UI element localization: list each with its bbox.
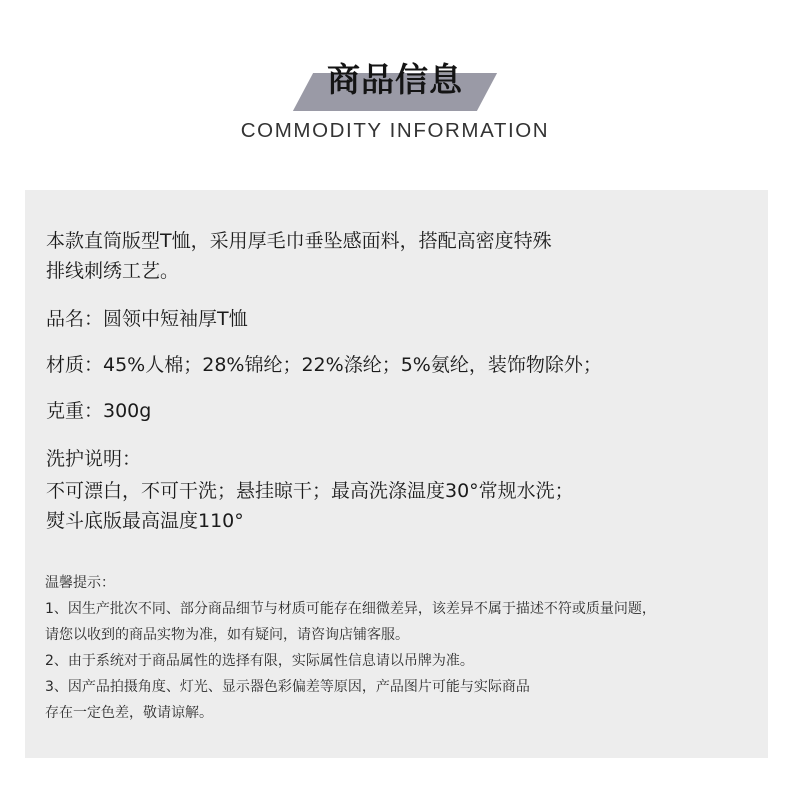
product-material: 材质：45%人棉；28%锦纶；22%涤纶；5%氨纶，装饰物除外；: [46, 354, 602, 376]
notice-heading: 温馨提示：: [45, 575, 115, 591]
product-name: 品名：圆领中短袖厚T恤: [46, 308, 248, 330]
care-instructions-line-2: 熨斗底版最高温度110°: [46, 510, 244, 532]
section-header: [0, 0, 790, 190]
description-line-2: 排线刺绣工艺。: [46, 260, 180, 282]
care-instructions-line-1: 不可漂白，不可干洗；悬挂晾干；最高洗涤温度30°常规水洗；: [46, 480, 574, 502]
notice-line-2: 请您以收到的商品实物为准，如有疑问，请咨询店铺客服。: [45, 627, 409, 643]
description-line-1: 本款直筒版型T恤，采用厚毛巾垂坠感面料，搭配高密度特殊: [46, 230, 552, 252]
section-title: 商品信息: [327, 60, 463, 99]
notice-line-3: 2、由于系统对于商品属性的选择有限，实际属性信息请以吊牌为准。: [45, 653, 474, 669]
section-subtitle: COMMODITY INFORMATION: [240, 119, 550, 142]
product-weight: 克重：300g: [46, 400, 152, 422]
notice-line-4: 3、因产品拍摄角度、灯光、显示器色彩偏差等原因，产品图片可能与实际商品: [45, 679, 530, 695]
care-heading: 洗护说明：: [46, 448, 142, 470]
product-info-panel: [25, 190, 768, 758]
notice-line-5: 存在一定色差，敬请谅解。: [45, 705, 213, 721]
notice-line-1: 1、因生产批次不同、部分商品细节与材质可能存在细微差异，该差异不属于描述不符或质量问题，: [45, 601, 656, 617]
